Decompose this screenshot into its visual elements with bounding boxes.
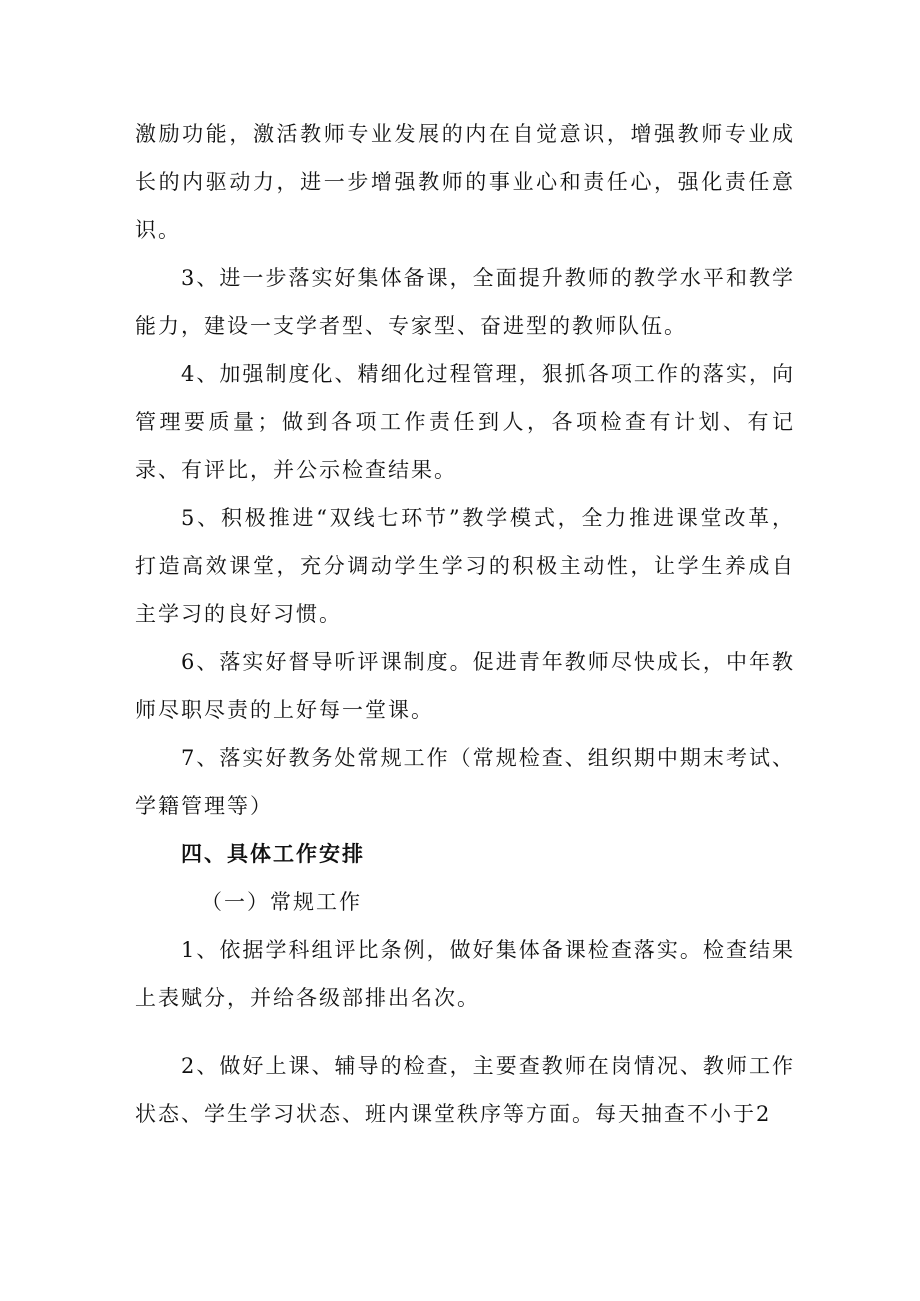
work-item-1: 1、依据学科组评比条例，做好集体备课检查落实。检查结果上表赋分，并给各级部排出名次。 [135,938,795,1010]
paragraph-item-3: 3、进一步落实好集体备课，全面提升教师的教学水平和教学能力，建设一支学者型、专家型、奋进型的教师队伍。 [135,266,795,338]
document-body [135,110,795,1138]
section-heading: 四、具体工作安排 [181,842,365,866]
paragraph-item-7: 7、落实好教务处常规工作（常规检查、组织期中期末考试、学籍管理等） [135,746,795,818]
paragraph-continuation: 激励功能，激活教师专业发展的内在自觉意识，增强教师专业成长的内驱动力，进一步增强教师的事业心和责任心，强化责任意识。 [135,122,795,242]
paragraph-item-4: 4、加强制度化、精细化过程管理，狠抓各项工作的落实，向管理要质量；做到各项工作责任到人，各项检查有计划、有记录、有评比，并公示检查结果。 [135,362,795,482]
paragraph-item-5: 5、积极推进“双线七环节”教学模式，全力推进课堂改革，打造高效课堂，充分调动学生学习的积极主动性，让学生养成自主学习的良好习惯。 [135,506,795,626]
subsection-heading: （一）常规工作 [201,890,362,914]
paragraph-item-6: 6、落实好督导听评课制度。促进青年教师尽快成长，中年教师尽职尽责的上好每一堂课。 [135,650,795,722]
work-item-2: 2、做好上课、辅导的检查，主要查教师在岗情况、教师工作状态、学生学习状态、班内课堂秩序等方面。每天抽查不小于2 [135,1054,795,1126]
